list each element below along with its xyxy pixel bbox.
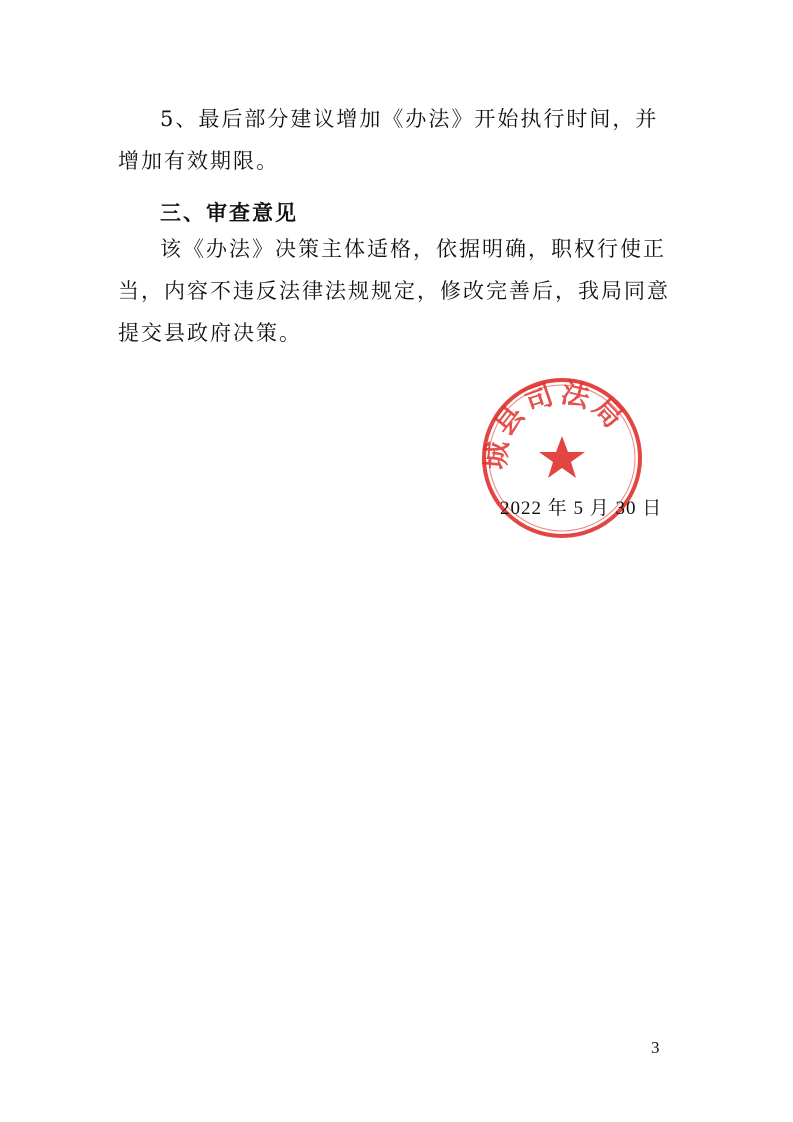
seal-text: 城县司法局 [478, 375, 633, 471]
document-date: 2022 年 5 月 30 日 [500, 498, 663, 519]
page-number: 3 [651, 1038, 660, 1057]
star-icon [539, 436, 585, 478]
review-opinion-paragraph: 该《办法》决策主体适格，依据明确，职权行使正当，内容不违反法律法规规定，修改完善后，我局同意提交县政府决策。 [118, 237, 670, 345]
paragraph-5: 5、最后部分建议增加《办法》开始执行时间，并增加有效期限。 [118, 107, 659, 173]
section-heading: 三、审查意见 [160, 201, 298, 225]
